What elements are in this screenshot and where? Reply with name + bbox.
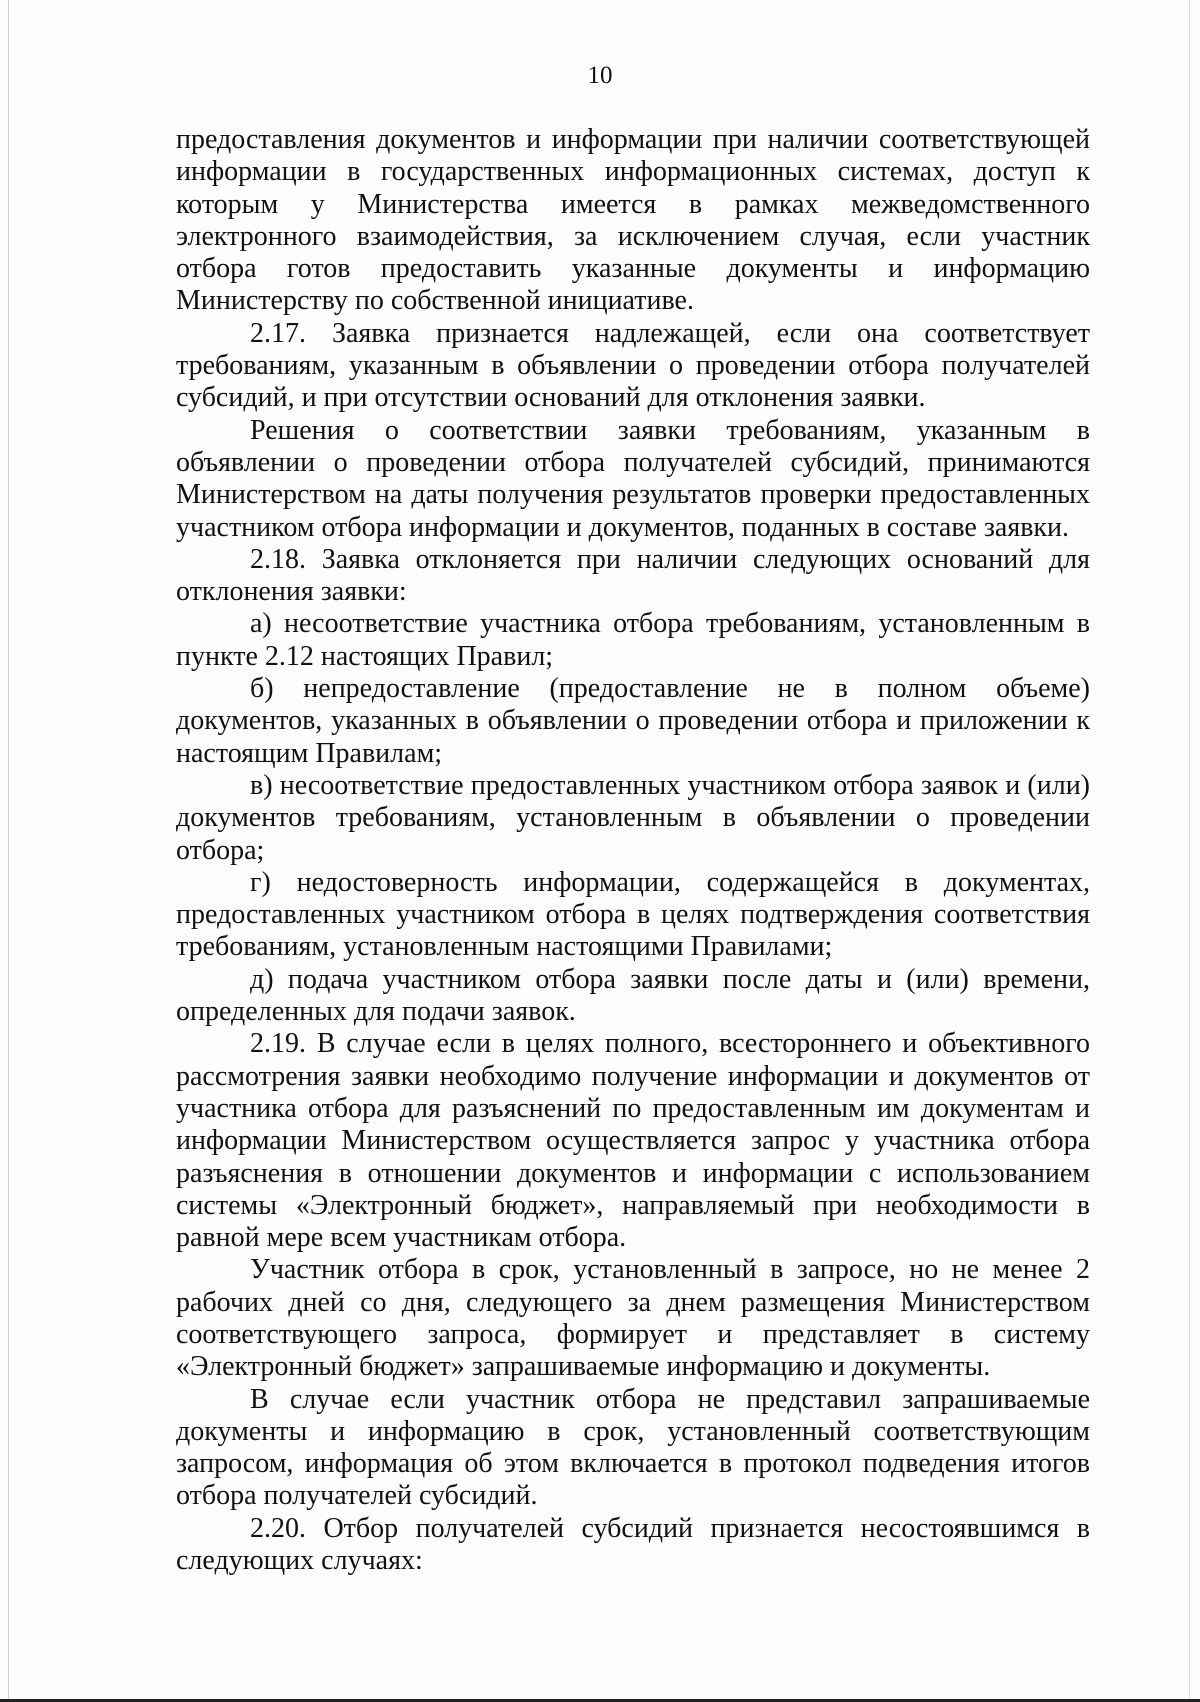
list-item-b: б) непредоставление (предоставление не в полном объеме) документов, указанных в объявлении о проведении отбора и приложении к настоящим Правилам; bbox=[176, 673, 1090, 769]
document-body bbox=[176, 124, 1090, 1577]
list-item-g: г) недостоверность информации, содержащейся в документах, предоставленных участником отбора в целях подтверждения соответствия требованиям, установленным настоящими Правилами; bbox=[176, 866, 1090, 963]
scan-edge-left bbox=[8, 0, 9, 1702]
paragraph-continuation: предоставления документов и информации при наличии соответствующей информации в государственных информационных системах, доступ к которым у Министерства имеется в рамках межведомственного электронного взаимодействия, за исключением случая, если участник отбора готов предоставить указанные документы и информацию Министерству по собственной инициативе. bbox=[176, 124, 1090, 317]
paragraph-2-19: 2.19. В случае если в целях полного, всестороннего и объективного рассмотрения заявки необходимо получение информации и документов от участника отбора для разъяснений по предоставленным им документам и информации Министерством осуществляется запрос у участника отбора разъяснения в отношении документов и информации с использованием системы «Электронный бюджет», направляемый при необходимости в равной мере всем участникам отбора. bbox=[176, 1028, 1090, 1254]
page-number: 10 bbox=[587, 62, 613, 89]
scan-edge-right bbox=[1189, 0, 1190, 1702]
list-item-v: в) несоответствие предоставленных участником отбора заявок и (или) документов требованиям, установленным в объявлении о проведении отбора; bbox=[176, 769, 1090, 866]
paragraph-not-submitted: В случае если участник отбора не представил запрашиваемые документы и информацию в срок, установленный соответствующим запросом, информация об этом включается в протокол подведения итогов отбора получателей субсидий. bbox=[176, 1383, 1090, 1512]
list-item-d: д) подача участником отбора заявки после даты и (или) времени, определенных для подачи заявок. bbox=[176, 963, 1090, 1028]
paragraph-participant-deadline: Участник отбора в срок, установленный в запросе, но не менее 2 рабочих дней со дня, следующего за днем размещения Министерством соответствующего запроса, формирует и представляет в систему «Электронный бюджет» запрашиваемые информацию и документы. bbox=[176, 1254, 1090, 1383]
paragraph-2-20: 2.20. Отбор получателей субсидий признается несостоявшимся в следующих случаях: bbox=[176, 1512, 1090, 1577]
paragraph-decisions: Решения о соответствии заявки требованиям, указанным в объявлении о проведении отбора получателей субсидий, принимаются Министерством на даты получения результатов проверки предоставленных участником отбора информации и документов, поданных в составе заявки. bbox=[176, 414, 1090, 543]
paragraph-2-17: 2.17. Заявка признается надлежащей, если она соответствует требованиям, указанным в объявлении о проведении отбора получателей субсидий, и при отсутствии оснований для отклонения заявки. bbox=[176, 317, 1090, 414]
list-item-a: а) несоответствие участника отбора требованиям, установленным в пункте 2.12 настоящих Правил; bbox=[176, 608, 1090, 672]
paragraph-2-18: 2.18. Заявка отклоняется при наличии следующих оснований для отклонения заявки: bbox=[176, 543, 1090, 608]
